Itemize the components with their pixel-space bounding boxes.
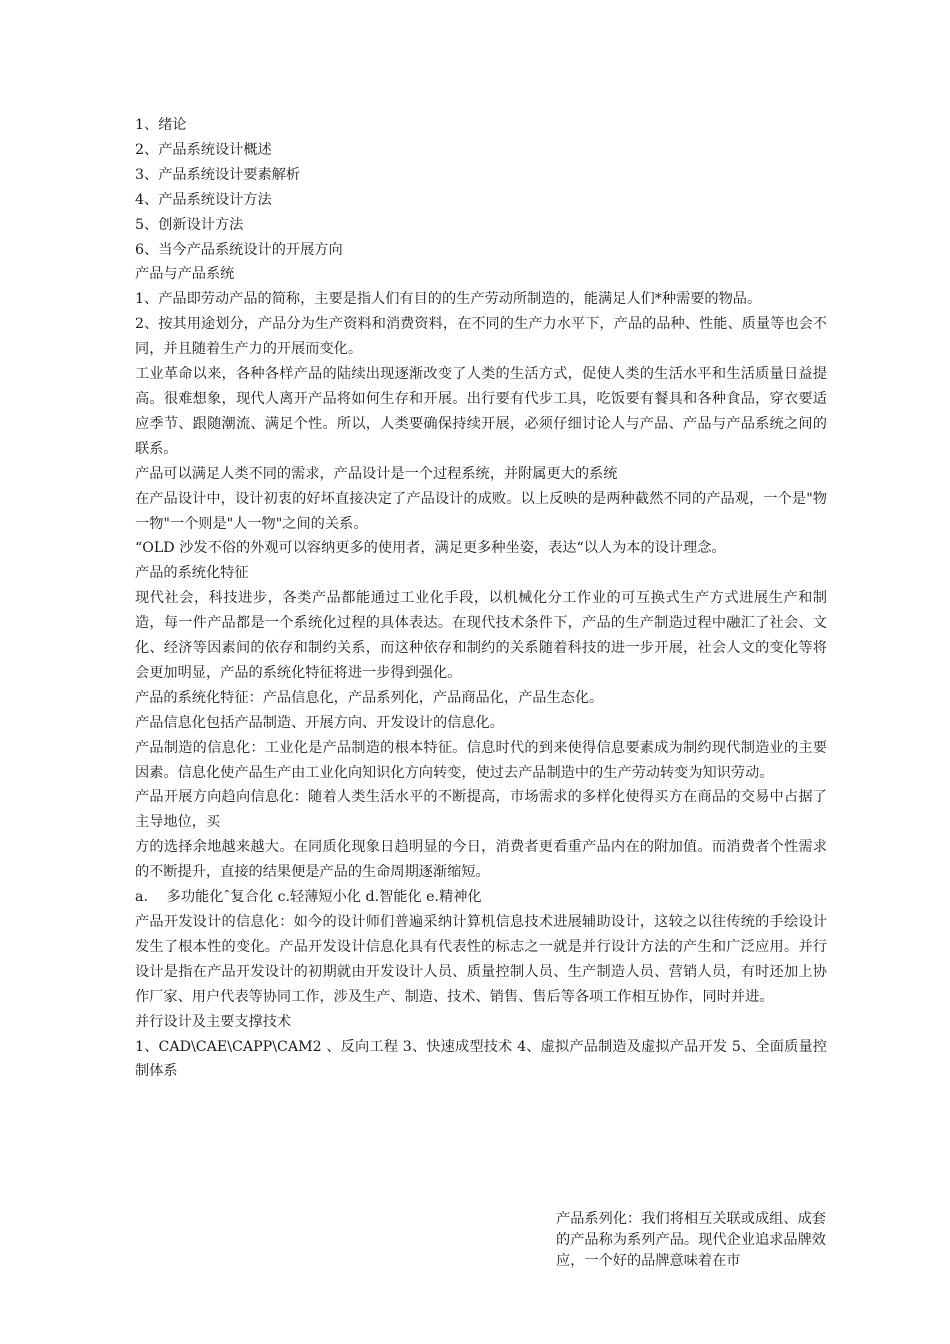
paragraph: 在产品设计中，设计初衷的好坏直接决定了产品设计的成败。以上反映的是两种截然不同的产品观，一个是"物一物"一个则是"人一物"之间的关系。 [135, 490, 827, 532]
paragraph: 方的选择余地越来越大。在同质化现象日趋明显的今日，消费者更看重产品内在的附加值。而消费者个性需求的不断提升，直接的结果便是产品的生命周期逐渐缩短。 [135, 839, 827, 881]
paragraph: 产品制造的信息化：工业化是产品制造的根本特征。信息时代的到来使得信息要素成为制约现代制造业的主要因素。信息化使产品生产由工业化向知识化方向转变，使过去产品制造中的生产劳动转变为知识劳动。 [135, 739, 827, 781]
paragraph: 1、产品即劳动产品的简称，主要是指人们有目的的生产劳动所制造的，能满足人们*种需要的物品。 [135, 291, 762, 308]
paragraph: a. 多功能化ˆ复合化 c.轻薄短小化 d.智能化 e.精神化 [135, 889, 482, 906]
toc-item-3: 3、产品系统设计要素解析 [135, 166, 301, 183]
section-heading: 并行设计及主要支撑技术 [135, 1013, 292, 1030]
paragraph: 产品开发设计的信息化：如今的设计师们普遍采纳计算机信息技术进展辅助设计，这较之以往传统的手绘设计发生了根本性的变化。产品开发设计信息化具有代表性的标志之一就是并行设计方法的产生和广泛应用。并行设计是指在产品开发设计的初期就由开发设计人员、质量控制人员、生产制造人员、营销人员，有时还加上协作厂家、用户代表等协同工作，涉及生产、制造、技术、销售、售后等各项工作相互协作，同时并进。 [135, 914, 827, 1005]
paragraph: 产品可以满足人类不同的需求，产品设计是一个过程系统，并附属更大的系统 [135, 465, 618, 482]
section-heading: 产品与产品系统 [135, 266, 235, 283]
paragraph: 产品信息化包括产品制造、开展方向、开发设计的信息化。 [135, 714, 504, 731]
toc-item-2: 2、产品系统设计概述 [135, 141, 272, 158]
toc-item-4: 4、产品系统设计方法 [135, 191, 272, 208]
paragraph: 2、按其用途划分，产品分为生产资料和消费资料，在不同的生产力水平下，产品的品种、性能、质量等也会不同，并且随着生产力的开展而变化。 [135, 316, 827, 358]
toc-item-1: 1、绪论 [135, 117, 187, 133]
toc-item-5: 5、创新设计方法 [135, 216, 244, 233]
side-text-column [556, 1209, 826, 1272]
paragraph: 产品开展方向趋向信息化：随着人类生活水平的不断提高，市场需求的多样化使得买方在商品的交易中占据了主导地位，买 [135, 789, 827, 831]
section-heading: 产品的系统化特征 [135, 565, 249, 582]
side-paragraph: 产品系列化：我们将相互关联或成组、成套的产品称为系列产品。现代企业追求品牌效应，一个好的品牌意味着在市 [556, 1211, 826, 1269]
paragraph: 工业革命以来，各种各样产品的陆续出现逐渐改变了人类的生活方式，促使人类的生活水平和生活质量日益提高。很难想象，现代人离开产品将如何生存和开展。出行要有代步工具，吃饭要有餐具和各种食品，穿衣要适应季节、跟随潮流、满足个性。所以，人类要确保持续开展，必须仔细讨论人与产品、产品与产品系统之间的联系。 [135, 366, 827, 457]
paragraph: 1、CAD\CAE\CAPP\CAM2 、反向工程 3、快速成型技术 4、虚拟产品制造及虚拟产品开发 5、全面质量控制体系 [135, 1038, 827, 1080]
paragraph: “OLD 沙发不俗的外观可以容纳更多的使用者，满足更多种坐姿，表达“以人为本的设计理念。 [135, 540, 726, 557]
main-text-column [135, 113, 827, 1084]
paragraph: 现代社会，科技进步，各类产品都能通过工业化手段，以机械化分工作业的可互换式生产方式进展生产和制造，每一件产品都是一个系统化过程的具体表达。在现代技术条件下，产品的生产制造过程中融汇了社会、文化、经济等因素间的依存和制约关系，而这种依存和制约的关系随着科技的进一步开展，社会人文的变化等将会更加明显，产品的系统化特征将进一步得到强化。 [135, 590, 827, 681]
paragraph: 产品的系统化特征：产品信息化，产品系列化，产品商品化，产品生态化。 [135, 689, 604, 706]
toc-item-6: 6、当今产品系统设计的开展方向 [135, 241, 343, 258]
